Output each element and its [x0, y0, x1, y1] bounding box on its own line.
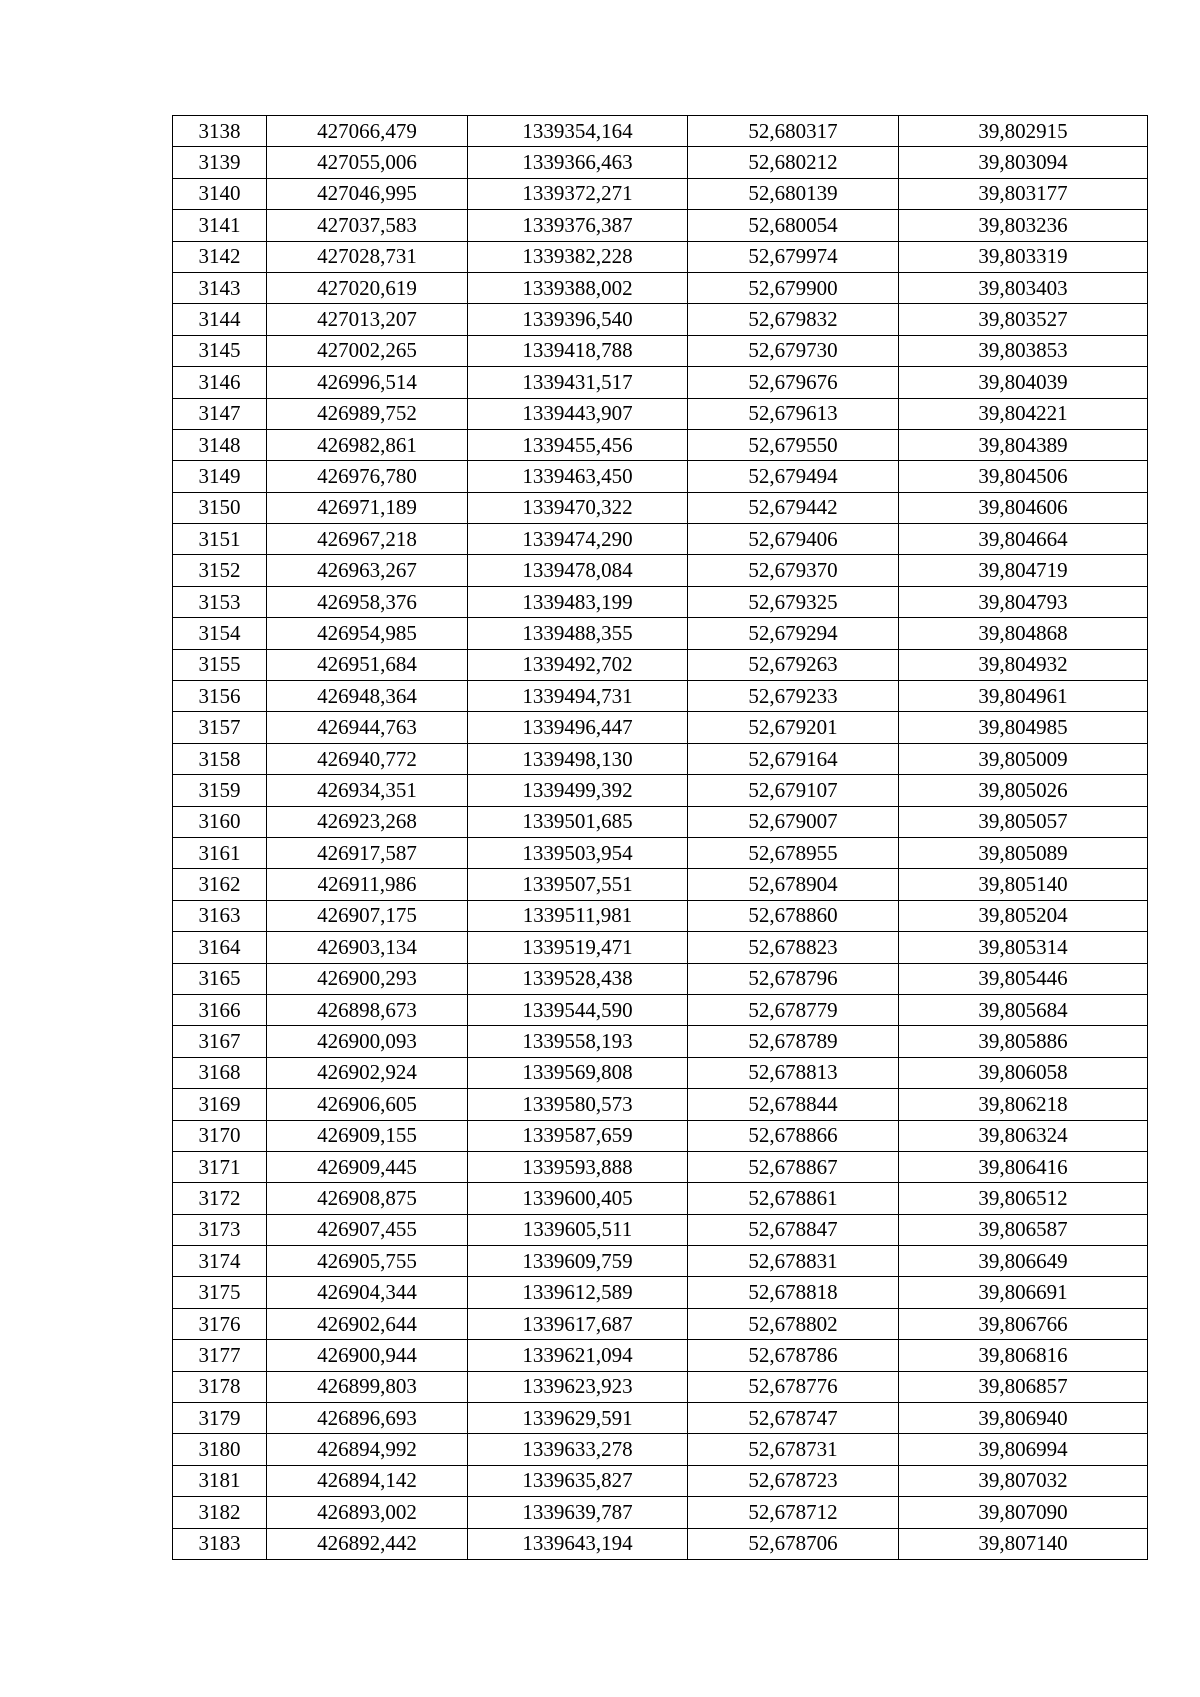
longitude-cell: 39,804793 — [899, 586, 1148, 617]
table-row — [173, 1434, 1148, 1465]
point-number-cell: 3145 — [173, 335, 267, 366]
latitude-cell: 52,678712 — [688, 1497, 899, 1528]
latitude-cell: 52,678779 — [688, 994, 899, 1025]
longitude-cell: 39,805089 — [899, 837, 1148, 868]
point-number-cell: 3175 — [173, 1277, 267, 1308]
longitude-cell: 39,803236 — [899, 210, 1148, 241]
latitude-cell: 52,678823 — [688, 932, 899, 963]
latitude-cell: 52,678867 — [688, 1151, 899, 1182]
longitude-cell: 39,804932 — [899, 649, 1148, 680]
table-row — [173, 649, 1148, 680]
point-number-cell: 3155 — [173, 649, 267, 680]
x-coordinate-cell: 426982,861 — [267, 429, 468, 460]
longitude-cell: 39,805684 — [899, 994, 1148, 1025]
longitude-cell: 39,803094 — [899, 147, 1148, 178]
point-number-cell: 3183 — [173, 1528, 267, 1559]
longitude-cell: 39,804719 — [899, 555, 1148, 586]
longitude-cell: 39,803319 — [899, 241, 1148, 272]
x-coordinate-cell: 426899,803 — [267, 1371, 468, 1402]
longitude-cell: 39,803527 — [899, 304, 1148, 335]
latitude-cell: 52,678866 — [688, 1120, 899, 1151]
longitude-cell: 39,805886 — [899, 1026, 1148, 1057]
latitude-cell: 52,678723 — [688, 1465, 899, 1496]
point-number-cell: 3154 — [173, 618, 267, 649]
latitude-cell: 52,679406 — [688, 524, 899, 555]
x-coordinate-cell: 426944,763 — [267, 712, 468, 743]
latitude-cell: 52,680139 — [688, 178, 899, 209]
table-row — [173, 963, 1148, 994]
longitude-cell: 39,807032 — [899, 1465, 1148, 1496]
point-number-cell: 3178 — [173, 1371, 267, 1402]
table-row — [173, 994, 1148, 1025]
y-coordinate-cell: 1339629,591 — [468, 1403, 688, 1434]
y-coordinate-cell: 1339609,759 — [468, 1246, 688, 1277]
table-row — [173, 932, 1148, 963]
point-number-cell: 3149 — [173, 461, 267, 492]
latitude-cell: 52,680054 — [688, 210, 899, 241]
longitude-cell: 39,805446 — [899, 963, 1148, 994]
point-number-cell: 3141 — [173, 210, 267, 241]
coordinates-table-body — [173, 116, 1148, 1560]
table-row — [173, 743, 1148, 774]
table-row — [173, 1497, 1148, 1528]
y-coordinate-cell: 1339396,540 — [468, 304, 688, 335]
x-coordinate-cell: 427066,479 — [267, 116, 468, 147]
y-coordinate-cell: 1339528,438 — [468, 963, 688, 994]
latitude-cell: 52,678860 — [688, 900, 899, 931]
x-coordinate-cell: 426940,772 — [267, 743, 468, 774]
x-coordinate-cell: 426905,755 — [267, 1246, 468, 1277]
latitude-cell: 52,678802 — [688, 1308, 899, 1339]
latitude-cell: 52,678831 — [688, 1246, 899, 1277]
table-row — [173, 618, 1148, 649]
table-row — [173, 900, 1148, 931]
point-number-cell: 3169 — [173, 1089, 267, 1120]
longitude-cell: 39,804961 — [899, 681, 1148, 712]
y-coordinate-cell: 1339354,164 — [468, 116, 688, 147]
point-number-cell: 3142 — [173, 241, 267, 272]
x-coordinate-cell: 426894,142 — [267, 1465, 468, 1496]
y-coordinate-cell: 1339431,517 — [468, 367, 688, 398]
table-row — [173, 555, 1148, 586]
table-row — [173, 775, 1148, 806]
y-coordinate-cell: 1339600,405 — [468, 1183, 688, 1214]
longitude-cell: 39,806994 — [899, 1434, 1148, 1465]
x-coordinate-cell: 426976,780 — [267, 461, 468, 492]
longitude-cell: 39,804039 — [899, 367, 1148, 398]
x-coordinate-cell: 426934,351 — [267, 775, 468, 806]
table-row — [173, 147, 1148, 178]
table-row — [173, 492, 1148, 523]
x-coordinate-cell: 427028,731 — [267, 241, 468, 272]
longitude-cell: 39,804664 — [899, 524, 1148, 555]
latitude-cell: 52,679325 — [688, 586, 899, 617]
x-coordinate-cell: 426902,924 — [267, 1057, 468, 1088]
point-number-cell: 3174 — [173, 1246, 267, 1277]
x-coordinate-cell: 426903,134 — [267, 932, 468, 963]
latitude-cell: 52,679201 — [688, 712, 899, 743]
x-coordinate-cell: 427046,995 — [267, 178, 468, 209]
table-row — [173, 1151, 1148, 1182]
point-number-cell: 3172 — [173, 1183, 267, 1214]
y-coordinate-cell: 1339558,193 — [468, 1026, 688, 1057]
latitude-cell: 52,680317 — [688, 116, 899, 147]
longitude-cell: 39,804389 — [899, 429, 1148, 460]
y-coordinate-cell: 1339418,788 — [468, 335, 688, 366]
table-row — [173, 1246, 1148, 1277]
x-coordinate-cell: 426900,293 — [267, 963, 468, 994]
longitude-cell: 39,803403 — [899, 272, 1148, 303]
latitude-cell: 52,678796 — [688, 963, 899, 994]
table-row — [173, 837, 1148, 868]
x-coordinate-cell: 426906,605 — [267, 1089, 468, 1120]
table-row — [173, 1089, 1148, 1120]
table-row — [173, 304, 1148, 335]
x-coordinate-cell: 426898,673 — [267, 994, 468, 1025]
latitude-cell: 52,678776 — [688, 1371, 899, 1402]
y-coordinate-cell: 1339569,808 — [468, 1057, 688, 1088]
longitude-cell: 39,807090 — [899, 1497, 1148, 1528]
table-row — [173, 367, 1148, 398]
longitude-cell: 39,806416 — [899, 1151, 1148, 1182]
x-coordinate-cell: 427037,583 — [267, 210, 468, 241]
table-row — [173, 429, 1148, 460]
table-row — [173, 210, 1148, 241]
point-number-cell: 3167 — [173, 1026, 267, 1057]
x-coordinate-cell: 426907,455 — [267, 1214, 468, 1245]
y-coordinate-cell: 1339478,084 — [468, 555, 688, 586]
latitude-cell: 52,679107 — [688, 775, 899, 806]
x-coordinate-cell: 427020,619 — [267, 272, 468, 303]
latitude-cell: 52,678706 — [688, 1528, 899, 1559]
y-coordinate-cell: 1339498,130 — [468, 743, 688, 774]
point-number-cell: 3148 — [173, 429, 267, 460]
y-coordinate-cell: 1339501,685 — [468, 806, 688, 837]
y-coordinate-cell: 1339483,199 — [468, 586, 688, 617]
x-coordinate-cell: 426954,985 — [267, 618, 468, 649]
point-number-cell: 3156 — [173, 681, 267, 712]
y-coordinate-cell: 1339639,787 — [468, 1497, 688, 1528]
longitude-cell: 39,805009 — [899, 743, 1148, 774]
table-row — [173, 1026, 1148, 1057]
x-coordinate-cell: 426951,684 — [267, 649, 468, 680]
y-coordinate-cell: 1339633,278 — [468, 1434, 688, 1465]
y-coordinate-cell: 1339382,228 — [468, 241, 688, 272]
y-coordinate-cell: 1339499,392 — [468, 775, 688, 806]
table-row — [173, 681, 1148, 712]
longitude-cell: 39,805026 — [899, 775, 1148, 806]
y-coordinate-cell: 1339593,888 — [468, 1151, 688, 1182]
x-coordinate-cell: 426958,376 — [267, 586, 468, 617]
latitude-cell: 52,680212 — [688, 147, 899, 178]
longitude-cell: 39,805204 — [899, 900, 1148, 931]
y-coordinate-cell: 1339621,094 — [468, 1340, 688, 1371]
x-coordinate-cell: 426971,189 — [267, 492, 468, 523]
latitude-cell: 52,679494 — [688, 461, 899, 492]
y-coordinate-cell: 1339463,450 — [468, 461, 688, 492]
table-row — [173, 241, 1148, 272]
y-coordinate-cell: 1339470,322 — [468, 492, 688, 523]
table-row — [173, 712, 1148, 743]
latitude-cell: 52,678731 — [688, 1434, 899, 1465]
x-coordinate-cell: 426908,875 — [267, 1183, 468, 1214]
x-coordinate-cell: 426989,752 — [267, 398, 468, 429]
latitude-cell: 52,679442 — [688, 492, 899, 523]
latitude-cell: 52,679233 — [688, 681, 899, 712]
point-number-cell: 3162 — [173, 869, 267, 900]
latitude-cell: 52,679832 — [688, 304, 899, 335]
point-number-cell: 3153 — [173, 586, 267, 617]
table-row — [173, 1403, 1148, 1434]
x-coordinate-cell: 426909,155 — [267, 1120, 468, 1151]
point-number-cell: 3143 — [173, 272, 267, 303]
y-coordinate-cell: 1339372,271 — [468, 178, 688, 209]
table-row — [173, 398, 1148, 429]
table-row — [173, 1214, 1148, 1245]
point-number-cell: 3164 — [173, 932, 267, 963]
x-coordinate-cell: 427055,006 — [267, 147, 468, 178]
longitude-cell: 39,806649 — [899, 1246, 1148, 1277]
longitude-cell: 39,806816 — [899, 1340, 1148, 1371]
latitude-cell: 52,679974 — [688, 241, 899, 272]
x-coordinate-cell: 426900,944 — [267, 1340, 468, 1371]
point-number-cell: 3144 — [173, 304, 267, 335]
longitude-cell: 39,806691 — [899, 1277, 1148, 1308]
table-row — [173, 1340, 1148, 1371]
latitude-cell: 52,679294 — [688, 618, 899, 649]
latitude-cell: 52,679370 — [688, 555, 899, 586]
table-row — [173, 461, 1148, 492]
table-row — [173, 806, 1148, 837]
x-coordinate-cell: 426893,002 — [267, 1497, 468, 1528]
y-coordinate-cell: 1339376,387 — [468, 210, 688, 241]
x-coordinate-cell: 427013,207 — [267, 304, 468, 335]
table-row — [173, 524, 1148, 555]
x-coordinate-cell: 426963,267 — [267, 555, 468, 586]
point-number-cell: 3168 — [173, 1057, 267, 1088]
longitude-cell: 39,803177 — [899, 178, 1148, 209]
point-number-cell: 3177 — [173, 1340, 267, 1371]
y-coordinate-cell: 1339612,589 — [468, 1277, 688, 1308]
table-row — [173, 1277, 1148, 1308]
point-number-cell: 3161 — [173, 837, 267, 868]
point-number-cell: 3146 — [173, 367, 267, 398]
longitude-cell: 39,806512 — [899, 1183, 1148, 1214]
x-coordinate-cell: 426911,986 — [267, 869, 468, 900]
y-coordinate-cell: 1339496,447 — [468, 712, 688, 743]
x-coordinate-cell: 426904,344 — [267, 1277, 468, 1308]
point-number-cell: 3158 — [173, 743, 267, 774]
longitude-cell: 39,804868 — [899, 618, 1148, 649]
x-coordinate-cell: 426996,514 — [267, 367, 468, 398]
latitude-cell: 52,679550 — [688, 429, 899, 460]
point-number-cell: 3176 — [173, 1308, 267, 1339]
point-number-cell: 3170 — [173, 1120, 267, 1151]
x-coordinate-cell: 426917,587 — [267, 837, 468, 868]
longitude-cell: 39,804506 — [899, 461, 1148, 492]
point-number-cell: 3173 — [173, 1214, 267, 1245]
point-number-cell: 3179 — [173, 1403, 267, 1434]
y-coordinate-cell: 1339544,590 — [468, 994, 688, 1025]
table-row — [173, 1183, 1148, 1214]
longitude-cell: 39,802915 — [899, 116, 1148, 147]
y-coordinate-cell: 1339474,290 — [468, 524, 688, 555]
longitude-cell: 39,805314 — [899, 932, 1148, 963]
x-coordinate-cell: 426967,218 — [267, 524, 468, 555]
longitude-cell: 39,804985 — [899, 712, 1148, 743]
table-row — [173, 1528, 1148, 1559]
latitude-cell: 52,678861 — [688, 1183, 899, 1214]
x-coordinate-cell: 427002,265 — [267, 335, 468, 366]
point-number-cell: 3171 — [173, 1151, 267, 1182]
point-number-cell: 3150 — [173, 492, 267, 523]
longitude-cell: 39,807140 — [899, 1528, 1148, 1559]
y-coordinate-cell: 1339488,355 — [468, 618, 688, 649]
longitude-cell: 39,805140 — [899, 869, 1148, 900]
point-number-cell: 3163 — [173, 900, 267, 931]
point-number-cell: 3166 — [173, 994, 267, 1025]
y-coordinate-cell: 1339623,923 — [468, 1371, 688, 1402]
y-coordinate-cell: 1339605,511 — [468, 1214, 688, 1245]
y-coordinate-cell: 1339587,659 — [468, 1120, 688, 1151]
table-row — [173, 116, 1148, 147]
x-coordinate-cell: 426902,644 — [267, 1308, 468, 1339]
table-row — [173, 1308, 1148, 1339]
longitude-cell: 39,806218 — [899, 1089, 1148, 1120]
latitude-cell: 52,678813 — [688, 1057, 899, 1088]
x-coordinate-cell: 426892,442 — [267, 1528, 468, 1559]
latitude-cell: 52,679676 — [688, 367, 899, 398]
point-number-cell: 3182 — [173, 1497, 267, 1528]
x-coordinate-cell: 426907,175 — [267, 900, 468, 931]
latitude-cell: 52,678844 — [688, 1089, 899, 1120]
point-number-cell: 3139 — [173, 147, 267, 178]
latitude-cell: 52,679900 — [688, 272, 899, 303]
table-row — [173, 335, 1148, 366]
latitude-cell: 52,678747 — [688, 1403, 899, 1434]
y-coordinate-cell: 1339507,551 — [468, 869, 688, 900]
coordinates-table — [172, 115, 1148, 1560]
y-coordinate-cell: 1339443,907 — [468, 398, 688, 429]
table-row — [173, 869, 1148, 900]
x-coordinate-cell: 426909,445 — [267, 1151, 468, 1182]
longitude-cell: 39,806940 — [899, 1403, 1148, 1434]
point-number-cell: 3181 — [173, 1465, 267, 1496]
longitude-cell: 39,804606 — [899, 492, 1148, 523]
longitude-cell: 39,806587 — [899, 1214, 1148, 1245]
point-number-cell: 3152 — [173, 555, 267, 586]
y-coordinate-cell: 1339635,827 — [468, 1465, 688, 1496]
point-number-cell: 3151 — [173, 524, 267, 555]
x-coordinate-cell: 426900,093 — [267, 1026, 468, 1057]
table-row — [173, 1057, 1148, 1088]
point-number-cell: 3140 — [173, 178, 267, 209]
x-coordinate-cell: 426894,992 — [267, 1434, 468, 1465]
y-coordinate-cell: 1339643,194 — [468, 1528, 688, 1559]
y-coordinate-cell: 1339492,702 — [468, 649, 688, 680]
x-coordinate-cell: 426948,364 — [267, 681, 468, 712]
latitude-cell: 52,678786 — [688, 1340, 899, 1371]
latitude-cell: 52,679613 — [688, 398, 899, 429]
y-coordinate-cell: 1339366,463 — [468, 147, 688, 178]
table-row — [173, 1465, 1148, 1496]
y-coordinate-cell: 1339617,687 — [468, 1308, 688, 1339]
latitude-cell: 52,679164 — [688, 743, 899, 774]
y-coordinate-cell: 1339455,456 — [468, 429, 688, 460]
longitude-cell: 39,805057 — [899, 806, 1148, 837]
latitude-cell: 52,679263 — [688, 649, 899, 680]
point-number-cell: 3159 — [173, 775, 267, 806]
point-number-cell: 3165 — [173, 963, 267, 994]
point-number-cell: 3147 — [173, 398, 267, 429]
table-row — [173, 178, 1148, 209]
point-number-cell: 3160 — [173, 806, 267, 837]
table-row — [173, 272, 1148, 303]
longitude-cell: 39,806324 — [899, 1120, 1148, 1151]
latitude-cell: 52,678818 — [688, 1277, 899, 1308]
point-number-cell: 3180 — [173, 1434, 267, 1465]
point-number-cell: 3138 — [173, 116, 267, 147]
y-coordinate-cell: 1339503,954 — [468, 837, 688, 868]
y-coordinate-cell: 1339519,471 — [468, 932, 688, 963]
latitude-cell: 52,678955 — [688, 837, 899, 868]
table-row — [173, 1371, 1148, 1402]
point-number-cell: 3157 — [173, 712, 267, 743]
latitude-cell: 52,679007 — [688, 806, 899, 837]
latitude-cell: 52,679730 — [688, 335, 899, 366]
latitude-cell: 52,678904 — [688, 869, 899, 900]
longitude-cell: 39,806766 — [899, 1308, 1148, 1339]
latitude-cell: 52,678789 — [688, 1026, 899, 1057]
latitude-cell: 52,678847 — [688, 1214, 899, 1245]
x-coordinate-cell: 426923,268 — [267, 806, 468, 837]
longitude-cell: 39,806857 — [899, 1371, 1148, 1402]
x-coordinate-cell: 426896,693 — [267, 1403, 468, 1434]
y-coordinate-cell: 1339511,981 — [468, 900, 688, 931]
longitude-cell: 39,806058 — [899, 1057, 1148, 1088]
y-coordinate-cell: 1339580,573 — [468, 1089, 688, 1120]
y-coordinate-cell: 1339494,731 — [468, 681, 688, 712]
longitude-cell: 39,804221 — [899, 398, 1148, 429]
table-row — [173, 586, 1148, 617]
y-coordinate-cell: 1339388,002 — [468, 272, 688, 303]
longitude-cell: 39,803853 — [899, 335, 1148, 366]
table-row — [173, 1120, 1148, 1151]
